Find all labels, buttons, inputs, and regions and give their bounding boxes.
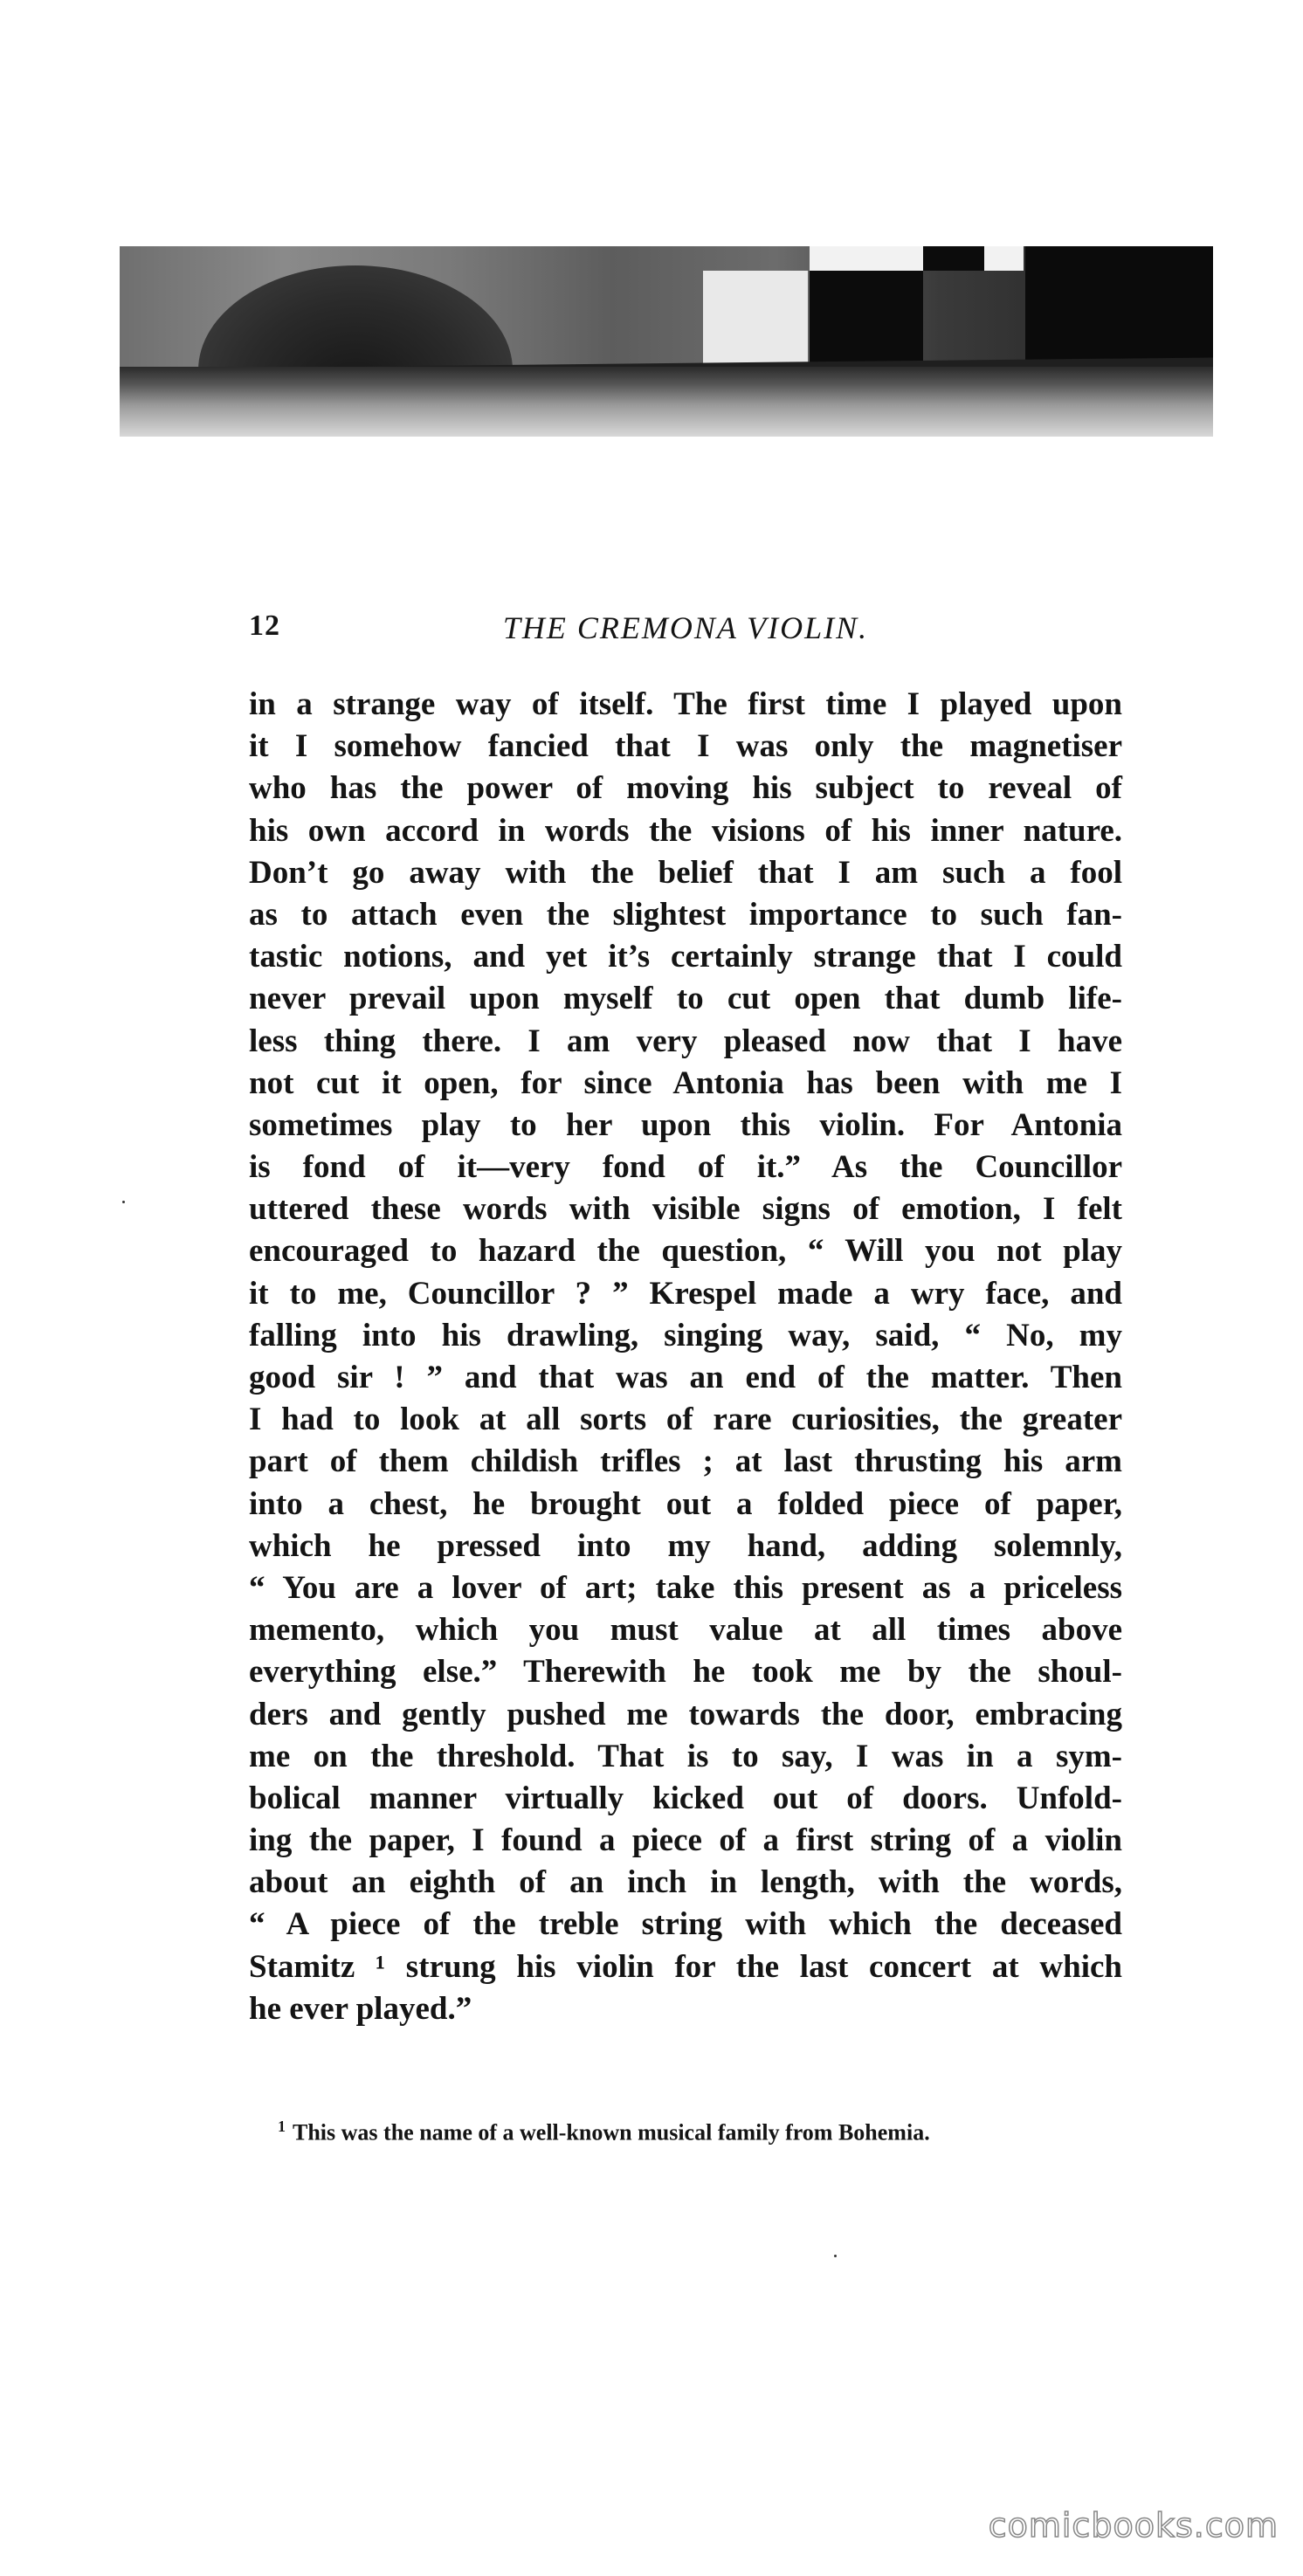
- running-title: THE CREMONA VIOLIN.: [502, 610, 869, 645]
- text-line: is fond of it—very fond of it.” As the Councillor: [249, 1149, 1122, 1186]
- text-line: in a strange way of itself. The first time I played upon: [249, 686, 1122, 722]
- running-header: [249, 610, 1122, 651]
- text-line: ders and gently pushed me towards the door, embracing: [249, 1696, 1122, 1732]
- text-line: ing the paper, I found a piece of a first string of a violin: [249, 1822, 1122, 1859]
- text-line: uttered these words with visible signs of emotion, I felt: [249, 1191, 1122, 1228]
- footnote-text: This was the name of a well-known musical family from Bohemia.: [293, 2119, 930, 2146]
- text-line: everything else.” Therewith he took me by the shoul-: [249, 1654, 1122, 1691]
- checker-square: [810, 271, 923, 367]
- text-line: “ You are a lover of art; take this present as a priceless: [249, 1569, 1122, 1606]
- text-line: who has the power of moving his subject to reveal of: [249, 770, 1122, 807]
- checker-square: [923, 246, 984, 271]
- footnote: [278, 2118, 930, 2146]
- text-line: Don’t go away with the belief that I am such a fool: [249, 854, 1122, 891]
- text-line: I had to look at all sorts of rare curiosities, the greater: [249, 1402, 1122, 1438]
- speck: [122, 1201, 125, 1203]
- floor-band: [120, 367, 1213, 437]
- page-number: 12: [249, 610, 280, 642]
- watermark: comicbooks.com: [988, 2506, 1279, 2545]
- text-line: “ A piece of the treble string with which the deceased: [249, 1906, 1122, 1943]
- text-line: not cut it open, for since Antonia has been with me I: [249, 1064, 1122, 1101]
- text-line: good sir ! ” and that was an end of the matter. Then: [249, 1360, 1122, 1395]
- text-line: as to attach even the slightest importance to such fan-: [249, 896, 1122, 933]
- text-line: encouraged to hazard the question, “ Will you not play: [249, 1233, 1122, 1270]
- text-line: he ever played.”: [249, 1990, 472, 2027]
- text-line: falling into his drawling, singing way, said, “ No, my: [249, 1317, 1122, 1353]
- text-line: part of them childish trifles ; at last thrusting his arm: [249, 1443, 1122, 1480]
- text-line: into a chest, he brought out a folded piece of paper,: [249, 1485, 1122, 1522]
- text-line: tastic notions, and yet it’s certainly strange that I could: [249, 939, 1122, 975]
- text-line: his own accord in words the visions of his inner nature.: [249, 812, 1122, 849]
- footnote-marker: 1: [278, 2118, 286, 2135]
- text-line: me on the threshold. That is to say, I was in a sym-: [249, 1738, 1122, 1774]
- text-line: Stamitz ¹ strung his violin for the last concert at which: [249, 1948, 1122, 1985]
- header-photo-band: [120, 246, 1213, 437]
- text-line: about an eighth of an inch in length, with the words,: [249, 1864, 1122, 1901]
- checker-square: [810, 246, 1024, 271]
- checker-square: [703, 271, 808, 367]
- text-line: sometimes play to her upon this violin. For Antonia: [249, 1106, 1122, 1143]
- text-line: it I somehow fancied that I was only the magnetiser: [249, 728, 1122, 765]
- text-line: never prevail upon myself to cut open that dumb life-: [249, 981, 1122, 1017]
- speck: [834, 2255, 837, 2257]
- text-line: memento, which you must value at all times above: [249, 1612, 1122, 1649]
- body-text: [249, 684, 1122, 2030]
- text-line: less thing there. I am very pleased now that I have: [249, 1023, 1122, 1059]
- text-line: it to me, Councillor ? ” Krespel made a wry face, and: [249, 1275, 1122, 1312]
- text-line: bolical manner virtually kicked out of doors. Unfold-: [249, 1780, 1122, 1816]
- text-line: which he pressed into my hand, adding solemnly,: [249, 1527, 1122, 1564]
